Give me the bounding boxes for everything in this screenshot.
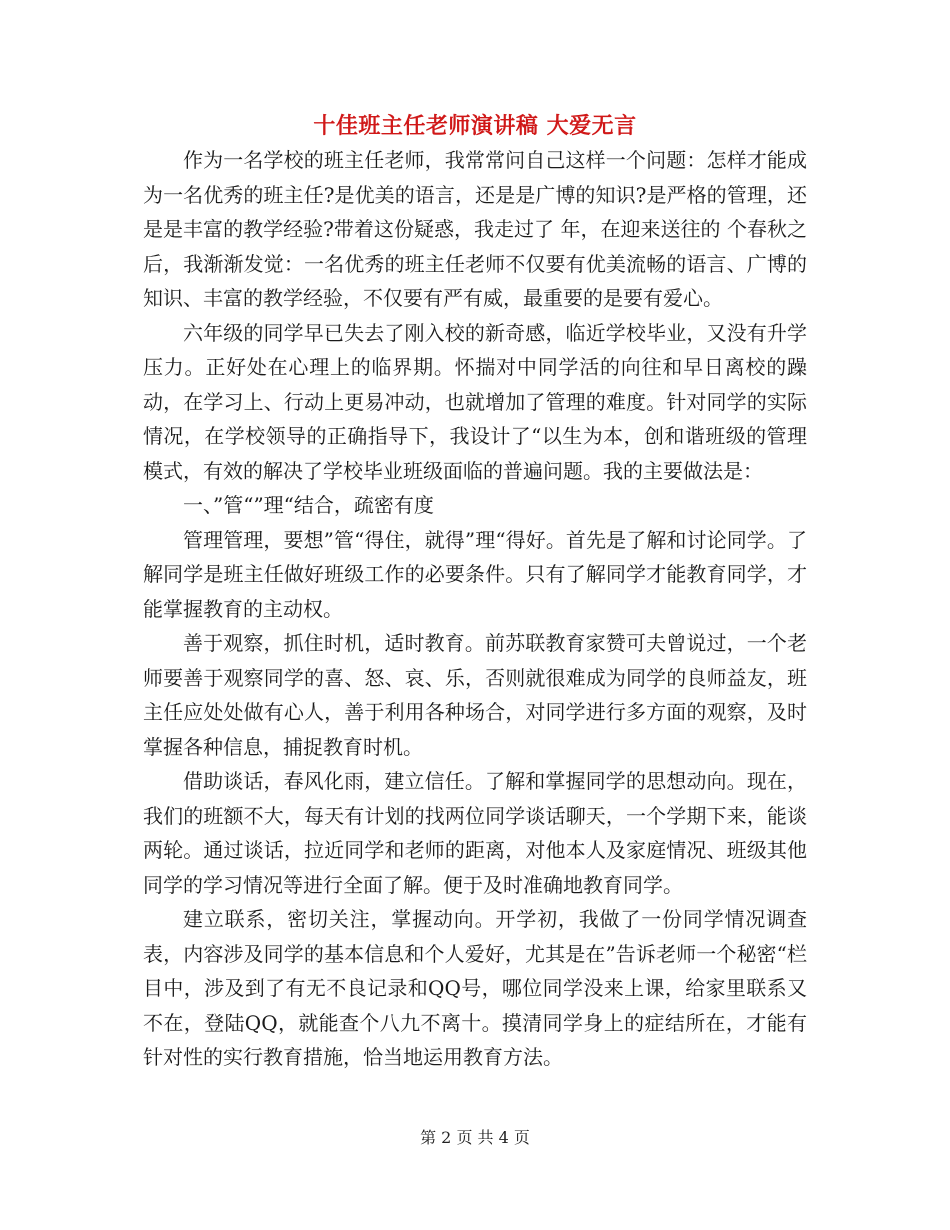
paragraph-background: 六年级的同学早已失去了刚入校的新奇感，临近学校毕业，又没有升学压力。正好处在心理上的临界期。怀揣对中同学活的向往和早日离校的躁动，在学习上、行动上更易冲动，也就增加了管理的难度。针对同学的实际情况，在学校领导的正确指导下，我设计了“以生为本，创和谐班级的管理模式，有效的解决了学校毕业班级面临的普遍问题。我的主要做法是： [143, 320, 807, 483]
paragraph-understand-students: 管理管理，要想”管“得住，就得”理“得好。首先是了解和讨论同学。了解同学是班主任做好班级工作的必要条件。只有了解同学才能教育同学，才能掌握教育的主动权。 [143, 527, 807, 621]
document-title: 十佳班主任老师演讲稿 大爱无言 [313, 113, 637, 139]
paragraph-conversation: 借助谈话，春风化雨，建立信任。了解和掌握同学的思想动向。现在，我们的班额不大，每天有计划的找两位同学谈话聊天，一个学期下来，能谈两轮。通过谈话，拉近同学和老师的距离，对他本人及家庭情况、班级其他同学的学习情况等进行全面了解。便于及时准确地教育同学。 [143, 769, 807, 897]
document-body [143, 143, 807, 1075]
paragraph-contact: 建立联系，密切关注，掌握动向。开学初，我做了一份同学情况调查表，内容涉及同学的基本信息和个人爱好，尤其是在”告诉老师一个秘密“栏目中，涉及到了有无不良记录和QQ号，哪位同学没来上课，给家里联系又不在，登陆QQ，就能查个八九不离十。摸清同学身上的症结所在，才能有针对性的实行教育措施，恰当地运用教育方法。 [143, 907, 807, 1069]
paragraph-intro: 作为一名学校的班主任老师，我常常问自己这样一个问题：怎样才能成为一名优秀的班主任?是优美的语言，还是是广博的知识?是严格的管理，还是是丰富的教学经验?带着这份疑惑，我走过了 年，在迎来送往的 个春秋之后，我渐渐发觉：一名优秀的班主任老师不仅要有优美流畅的语言、广博的知识、丰富的教学经验，不仅要有严有威，最重要的是要有爱心。 [143, 148, 807, 310]
section-heading-1: 一、”管“”理“结合，疏密有度 [183, 493, 434, 517]
paragraph-observation: 善于观察，抓住时机，适时教育。前苏联教育家赞可夫曾说过，一个老师要善于观察同学的喜、怒、哀、乐，否则就很难成为同学的良师益友，班主任应处处做有心人，善于利用各种场合，对同学进行多方面的观察，及时掌握各种信息，捕捉教育时机。 [143, 631, 807, 759]
page-footer: 第 2 页 共 4 页 [420, 1128, 530, 1147]
